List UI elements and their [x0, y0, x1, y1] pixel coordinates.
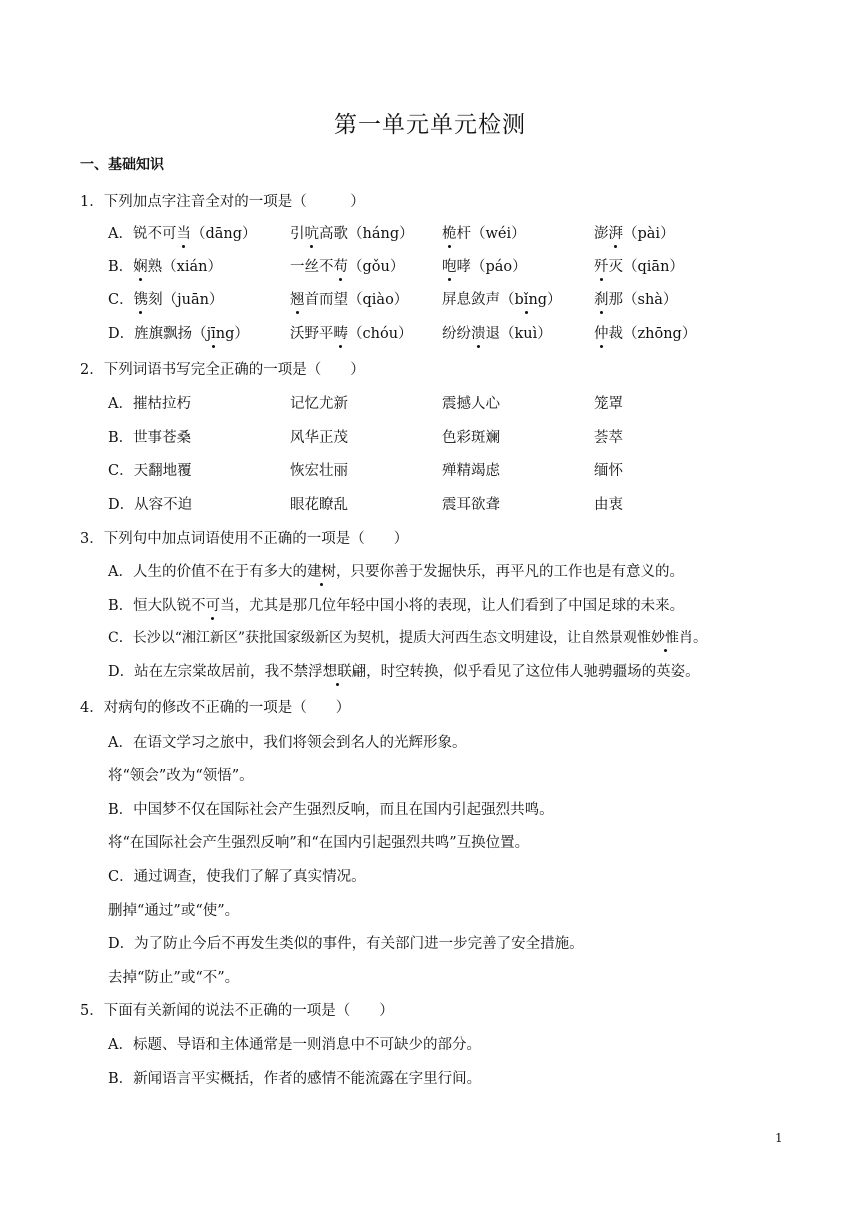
question-1-option-d: [108, 322, 788, 344]
q2-b-cell-1: B．世事苍桑: [108, 430, 192, 446]
q1-a-cell-1: A．锐不可当（dāng）: [108, 226, 257, 242]
question-5-stem: 5．下面有关新闻的说法不正确的一项是（ ）: [80, 1003, 394, 1019]
q1-b-cell-3: 咆哮（páo）: [442, 259, 527, 275]
question-3-option-c: C．长沙以“湘江新区”获批国家级新区为契机，提质大河西生态文明建设，让自然景观惟妙惟肖。: [108, 630, 708, 646]
question-4-option-d-fix: 去掉“防止”或“不”。: [108, 970, 240, 986]
q1-b-cell-1: B．娴熟（xián）: [108, 259, 222, 275]
q2-a-cell-4: 笼罩: [594, 396, 623, 412]
q2-a-cell-3: 震撼人心: [442, 396, 500, 412]
q1-b-cell-2: 一丝不苟（gǒu）: [290, 259, 405, 275]
q1-c-cell-2: 翘首而望（qiào）: [290, 292, 409, 308]
q1-a-cell-3: 桅杆（wéi）: [442, 226, 526, 242]
question-4-stem: 4．对病句的修改不正确的一项是（ ）: [80, 700, 351, 716]
q2-c-cell-2: 恢宏壮丽: [290, 463, 348, 479]
question-4-option-b-fix: 将“在国际社会产生强烈反响”和“在国内引起强烈共鸣”互换位置。: [108, 835, 530, 851]
q1-b-cell-4: 歼灭（qiān）: [594, 259, 684, 275]
question-5-option-a: A．标题、导语和主体通常是一则消息中不可缺少的部分。: [108, 1037, 481, 1053]
q2-a-cell-2: 记忆尤新: [290, 396, 348, 412]
question-2-option-d: [108, 493, 788, 515]
question-1-stem: 1．下列加点字注音全对的一项是（ ）: [80, 194, 365, 210]
question-4-option-a: A．在语文学习之旅中，我们将领会到名人的光辉形象。: [108, 735, 467, 751]
question-3-option-a: A．人生的价值不在于有多大的建树，只要你善于发掘快乐，再平凡的工作也是有意义的。: [108, 564, 684, 580]
question-2-stem: 2．下列词语书写完全正确的一项是（ ）: [80, 362, 365, 378]
question-2-option-c: [108, 459, 788, 481]
q1-d-cell-2: 沃野平畴（chóu）: [290, 326, 413, 342]
question-3-option-d: D．站在左宗棠故居前，我不禁浮想联翩，时空转换，似乎看见了这位伟人驰骋疆场的英姿。: [108, 664, 700, 680]
q1-d-cell-1: D．旌旗飘扬（jīng）: [108, 326, 249, 342]
question-1-option-c: [108, 288, 788, 310]
question-4-option-a-fix: 将“领会”改为“领悟”。: [108, 768, 254, 784]
q2-c-cell-4: 缅怀: [594, 463, 623, 479]
question-2-option-b: [108, 426, 788, 448]
question-1-option-b: [108, 255, 788, 277]
question-3-option-b: B．恒大队锐不可当，尤其是那几位年轻中国小将的表现，让人们看到了中国足球的未来。: [108, 598, 685, 614]
q1-c-cell-3: 屏息敛声（bǐng）: [442, 292, 562, 308]
question-5-option-b: B．新闻语言平实概括，作者的感情不能流露在字里行间。: [108, 1071, 482, 1087]
section-heading: 一、基础知识: [80, 157, 164, 173]
question-4-option-b: B．中国梦不仅在国际社会产生强烈反响，而且在国内引起强烈共鸣。: [108, 802, 554, 818]
page-title: 第一单元单元检测: [334, 112, 526, 138]
question-1-option-a: [108, 222, 788, 244]
q2-a-cell-1: A．摧枯拉朽: [108, 396, 191, 412]
question-2-option-a: [108, 392, 788, 414]
question-4-option-c: C．通过调查，使我们了解了真实情况。: [108, 869, 366, 885]
q2-c-cell-1: C．天翻地覆: [108, 463, 192, 479]
q2-c-cell-3: 殚精竭虑: [442, 463, 500, 479]
q2-b-cell-4: 荟萃: [594, 430, 623, 446]
q1-c-cell-4: 刹那（shà）: [594, 292, 678, 308]
q2-d-cell-1: D．从容不迫: [108, 497, 193, 513]
q1-a-cell-4: 澎湃（pài）: [594, 226, 675, 242]
q1-d-cell-4: 仲裁（zhōng）: [594, 326, 697, 342]
question-3-stem: 3．下列句中加点词语使用不正确的一项是（ ）: [80, 531, 409, 547]
q1-d-cell-3: 纷纷溃退（kuì）: [442, 326, 552, 342]
q2-d-cell-4: 由衷: [594, 497, 623, 513]
q1-c-cell-1: C．镌刻（juān）: [108, 292, 224, 308]
page-number: 1: [775, 1131, 783, 1145]
question-4-option-c-fix: 删掉“通过”或“使”。: [108, 903, 240, 919]
q2-d-cell-3: 震耳欲聋: [442, 497, 500, 513]
q2-b-cell-3: 色彩斑斓: [442, 430, 500, 446]
q2-d-cell-2: 眼花瞭乱: [290, 497, 348, 513]
question-4-option-d: D．为了防止今后不再发生类似的事件，有关部门进一步完善了安全措施。: [108, 936, 584, 952]
q2-b-cell-2: 风华正茂: [290, 430, 348, 446]
q1-a-cell-2: 引吭高歌（háng）: [290, 226, 414, 242]
